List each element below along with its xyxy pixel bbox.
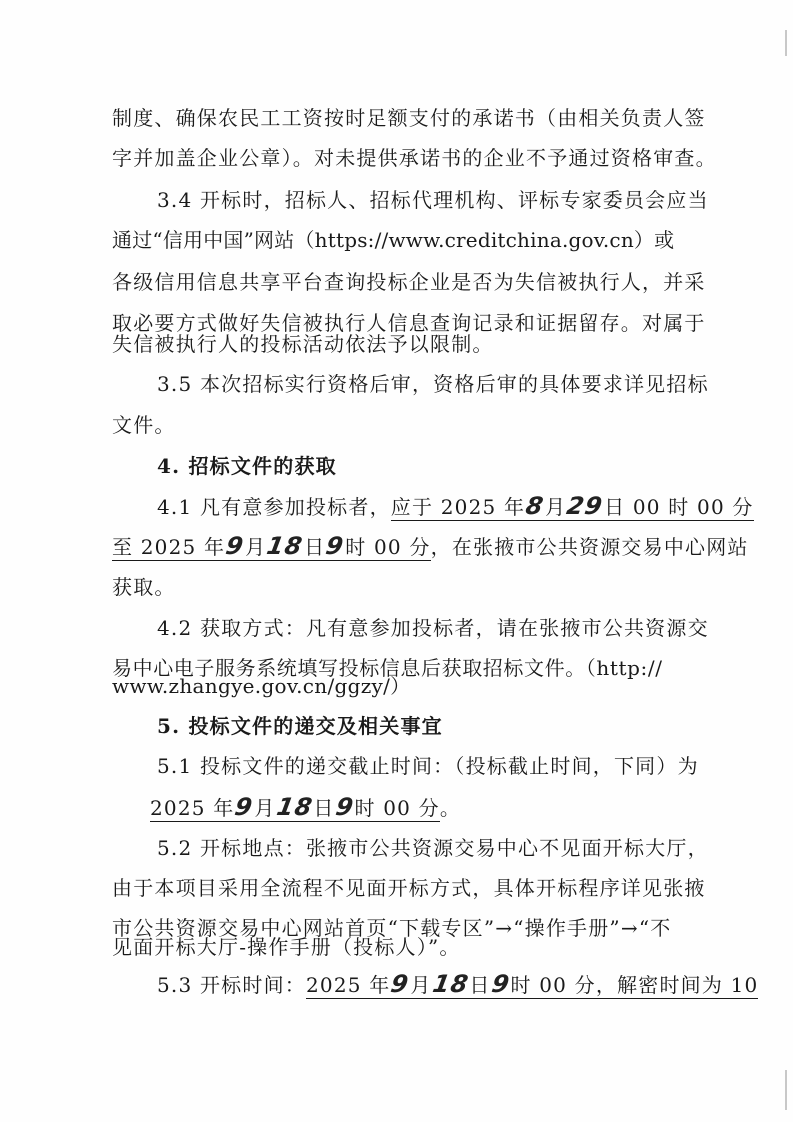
paragraph-line: 字并加盖企业公章）。对未提供承诺书的企业不予通过资格审查。: [112, 146, 717, 170]
date-text: 日: [469, 973, 491, 997]
paragraph-line: 文件。: [112, 413, 176, 437]
date-text: 月: [245, 535, 267, 559]
date-text: 月: [545, 495, 567, 519]
paragraph-line: 各级信用信息共享平台查询投标企业是否为失信被执行人，并采: [112, 270, 706, 294]
handwritten-day: 29: [564, 492, 606, 520]
handwritten-month: 8: [523, 492, 547, 520]
paragraph-text: ，在张掖市公共资源交易中心网站: [430, 535, 749, 559]
paragraph-line-obtain-end: [112, 532, 749, 561]
date-text: 时 00 分: [354, 796, 440, 820]
scan-edge-mark: [785, 1070, 787, 1110]
paragraph-line-obtain-start: [157, 492, 754, 521]
handwritten-day: 18: [274, 793, 315, 821]
paragraph-line: 由于本项目采用全流程不见面开标方式，具体开标程序详见张掖: [112, 876, 706, 900]
paragraph-line: 4.2 获取方式：凡有意参加投标者，请在张掖市公共资源交: [157, 616, 709, 640]
paragraph-line: 5.1 投标文件的递交截止时间：（投标截止时间，下同）为: [157, 754, 699, 778]
date-text: 应于 2025 年: [390, 495, 526, 519]
section-heading: 4. 招标文件的获取: [157, 454, 337, 478]
handwritten-day: 18: [264, 532, 306, 560]
date-text: 时 00 分: [345, 535, 431, 559]
date-text: 2025 年: [150, 796, 235, 820]
date-text: 日: [304, 535, 326, 559]
paragraph-line: www.zhangye.gov.cn/ggzy/）: [112, 674, 411, 698]
filled-date-obtain-start: [390, 492, 754, 521]
handwritten-day: 18: [430, 970, 471, 998]
paragraph-line: 市公共资源交易中心网站首页“下载专区”→“操作手册”→“不: [112, 916, 672, 940]
filled-date-opening: [305, 970, 759, 999]
paragraph-line: 5.2 开标地点：张掖市公共资源交易中心不见面开标大厅，: [157, 836, 709, 860]
scan-edge-mark: [785, 30, 787, 56]
handwritten-month: 9: [233, 793, 256, 821]
date-text: 2025 年: [305, 973, 391, 997]
paragraph-line: 3.4 开标时，招标人、招标代理机构、评标专家委员会应当: [157, 188, 709, 212]
date-text: 日 00 时 00 分: [604, 495, 754, 519]
paragraph-line: 见面开标大厅-操作手册（投标人）”。: [112, 935, 461, 959]
handwritten-month: 9: [223, 532, 247, 560]
date-text: 时 00 分: [510, 973, 596, 997]
date-text: 月: [410, 973, 432, 997]
date-text: 月: [254, 796, 276, 820]
filled-date-deadline: [150, 793, 440, 822]
paragraph-text: 5.3 开标时间：: [157, 973, 306, 997]
paragraph-line: 取必要方式做好失信被执行人信息查询记录和证据留存。对属于: [112, 311, 706, 335]
handwritten-hour: 9: [323, 532, 347, 560]
filled-date-obtain-end: [112, 532, 431, 561]
paragraph-line-opening-time: [157, 970, 758, 999]
handwritten-hour: 9: [333, 793, 356, 821]
date-text: ，解密时间为 10: [595, 973, 759, 997]
date-text: 至 2025 年: [112, 535, 226, 559]
paragraph-line-deadline: [150, 793, 461, 822]
paragraph-line: 获取。: [112, 575, 176, 599]
paragraph-line: 通过“信用中国”网站（https://www.creditchina.gov.cn）或: [112, 228, 675, 252]
paragraph-line: 3.5 本次招标实行资格后审，资格后审的具体要求详见招标: [157, 372, 709, 396]
paragraph-line: 失信被执行人的投标活动依法予以限制。: [112, 332, 494, 356]
handwritten-hour: 9: [489, 970, 512, 998]
date-text: 日: [313, 796, 335, 820]
section-heading: 5. 投标文件的递交及相关事宜: [157, 714, 443, 738]
paragraph-line: 制度、确保农民工工资按时足额支付的承诺书（由相关负责人签: [112, 106, 706, 130]
paragraph-text: 4.1 凡有意参加投标者，: [157, 495, 391, 519]
paragraph-line: 易中心电子服务系统填写投标信息后获取招标文件。（http://: [112, 656, 663, 680]
paragraph-text: 。: [439, 796, 462, 820]
handwritten-month: 9: [388, 970, 412, 998]
